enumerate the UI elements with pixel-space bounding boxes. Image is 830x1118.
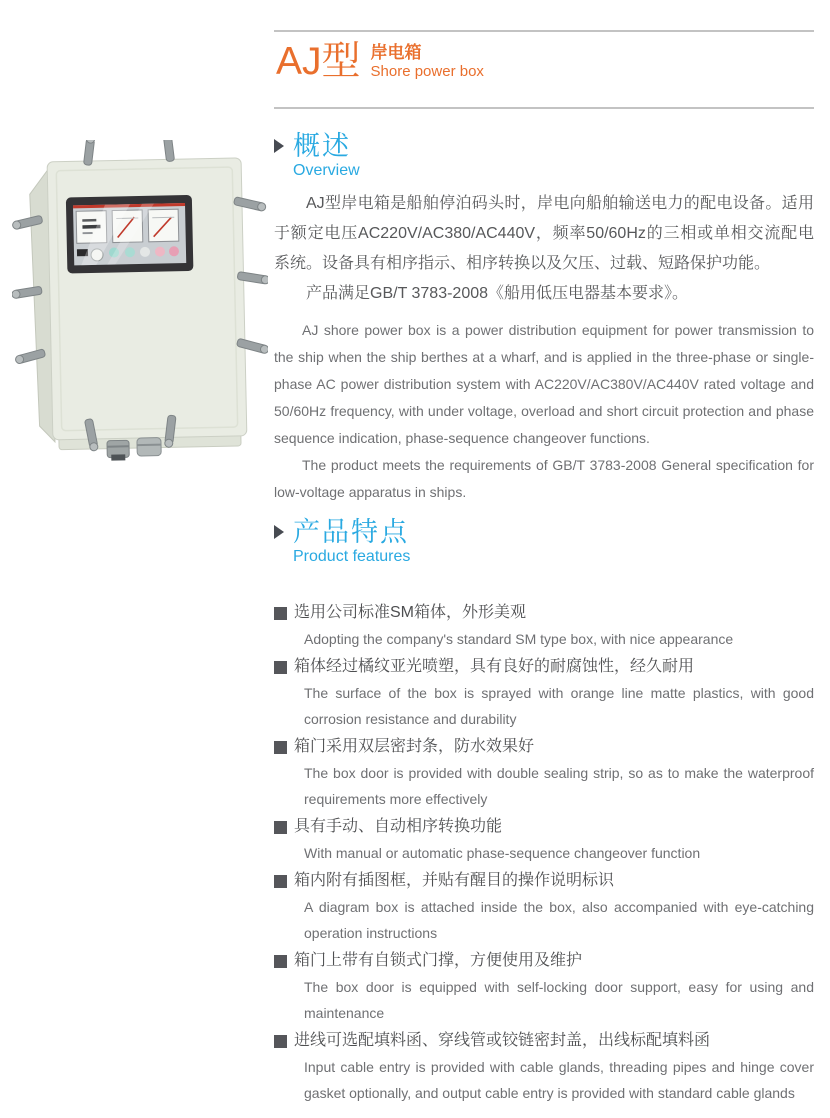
feature-bullet-icon <box>274 875 287 888</box>
subtitle-en: Shore power box <box>370 62 484 80</box>
section-marker-icon <box>274 139 284 153</box>
feature-item <box>274 734 814 812</box>
feature-list <box>274 600 814 1106</box>
frequency-meter-icon <box>148 209 179 242</box>
feature-bullet-icon <box>274 661 287 674</box>
feature-bullet-icon <box>274 1035 287 1048</box>
feature-description: The box door is provided with double sealing strip, so as to make the waterproof requirements more effectively <box>304 765 814 807</box>
subtitle-cn: 岸电箱 <box>370 43 422 63</box>
features-heading-cn: 产品特点 <box>293 517 409 547</box>
feature-item <box>274 600 814 652</box>
overview-header <box>274 131 814 180</box>
feature-description: Input cable entry is provided with cable glands, threading pipes and hinge cover gasket optionally, and output cable entry is provided with standard cable glands <box>304 1059 814 1101</box>
features-section <box>274 517 814 1108</box>
title-divider <box>274 107 814 109</box>
feature-item <box>274 654 814 732</box>
feature-heading: 具有手动、自动相序转换功能 <box>294 818 503 835</box>
feature-item <box>274 948 814 1026</box>
overview-paragraph-en: AJ shore power box is a power distribution equipment for power transmission to the ship when the ship berthes at a wharf, and is applied in the three-phase or single-phase AC power distribution system with AC220V/AC380V/AC440V rated voltage and 50/60Hz frequency, with under voltage, overload and short circuit protection and phase sequence indication, phase-sequence changeover functions. <box>274 322 814 446</box>
feature-heading: 箱体经过橘纹亚光喷塑，具有良好的耐腐蚀性，经久耐用 <box>294 658 695 675</box>
product-photo <box>12 140 268 462</box>
feature-bullet-icon <box>274 821 287 834</box>
feature-bullet-icon <box>274 741 287 754</box>
overview-paragraph-cn: 产品满足GB/T 3783-2008《船用低压电器基本要求》。 <box>306 285 689 302</box>
features-header <box>274 517 814 566</box>
feature-heading: 箱内附有插图框，并贴有醒目的操作说明标识 <box>294 872 615 889</box>
overview-heading-cn: 概述 <box>293 131 351 161</box>
feature-heading: 箱门采用双层密封条，防水效果好 <box>294 738 535 755</box>
overview-paragraph-en: The product meets the requirements of GB/T 3783-2008 General specification for low-voltage apparatus in ships. <box>274 457 814 500</box>
section-marker-icon <box>274 525 284 539</box>
overview-section <box>274 131 814 506</box>
overview-paragraph-cn: AJ型岸电箱是船舶停泊码头时，岸电向船舶输送电力的配电设备。适用于额定电压AC220V/AC380/AC440V，频率50/60Hz的三相或单相交流配电系统。设备具有相序指示、相序转换以及欠压、过载、短路保护功能。 <box>274 195 814 272</box>
feature-item <box>274 814 814 866</box>
feature-bullet-icon <box>274 607 287 620</box>
product-title <box>276 42 484 81</box>
feature-bullet-icon <box>274 955 287 968</box>
feature-description: Adopting the company's standard SM type box, with nice appearance <box>304 631 734 647</box>
feature-description: The surface of the box is sprayed with orange line matte plastics, with good corrosion resistance and durability <box>304 685 814 727</box>
feature-heading: 箱门上带有自锁式门撑，方便使用及维护 <box>294 952 583 969</box>
feature-description: With manual or automatic phase-sequence changeover function <box>304 845 701 861</box>
feature-heading: 进线可选配填料函、穿线管或铰链密封盖，出线标配填料函 <box>294 1032 711 1049</box>
model-name: AJ型 <box>276 40 361 83</box>
feature-description: The box door is equipped with self-locking door support, easy for using and maintenance <box>304 979 814 1021</box>
feature-item <box>274 1028 814 1106</box>
features-heading-en: Product features <box>293 548 411 565</box>
top-divider <box>274 30 814 32</box>
feature-description: A diagram box is attached inside the box, also accompanied with eye-catching operation instructions <box>304 899 814 941</box>
feature-heading: 选用公司标准SM箱体，外形美观 <box>294 604 527 621</box>
feature-item <box>274 868 814 946</box>
overview-heading-en: Overview <box>293 162 360 179</box>
